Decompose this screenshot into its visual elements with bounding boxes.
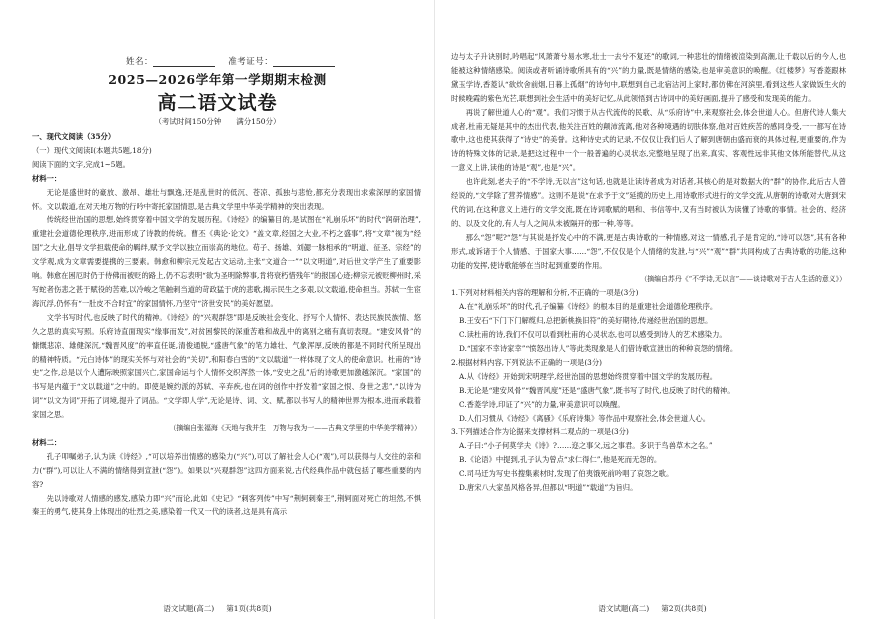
examinee-info bbox=[126, 55, 345, 67]
instruction: 阅读下面的文字,完成1~5题。 bbox=[32, 159, 130, 169]
paper-title: 高二语文试卷 bbox=[157, 92, 278, 114]
name-blank bbox=[153, 58, 215, 67]
material1-paragraph: 文学书写时代,也反映了时代的精神。《诗经》的“兴观群怨”即是反映社会变化、抒写个人情怀、表达民族民族情、悠久之思的真实写照。乐府诗直面现实“缘事而发”,对贫困黎民的深重苦难和战乱中的离别之痛有真切表现。“建安风骨”的慷慨悲凉、雄健深沉,“魏晋风度”的率直任诞,清俊通脱,“盛唐气象”的笔力雄壮、气象浑厚,反映的都是不同时代所呈现出的精神特质。“元白诗体”的现实关怀与对社会的“关切”,和阳春白雪的“文以载道”一样体现了文人的使命意识。杜甫的“诗史”之作,总是以个人遭际映照家国兴亡,家国命运与个人情怀交织浑然一体,“安史之乱”后的诗歌更加激越深沉。“家国”的书写是内蕴于“文以载道”之中的。即使是婉约派的苏轼、辛弃疾,也在词的创作中抒发着“家国之恨、身世之悲”,“以诗为词”“以文为词”开拓了词境,提升了词品。“文学即人学”,无论是诗、词、文、赋,都以书写人的精神世界为根本,进而承载着家国之思。 bbox=[32, 312, 421, 420]
question-3-option: C.司马迁为写史书搜集素材时,发现了伯夷饿死前吟唱了哀怨之歌。 bbox=[459, 469, 674, 479]
question-2: 2.根据材料内容,下列说法不正确的一项是(3分) bbox=[451, 357, 602, 367]
question-3-option: B.《论语》中提到,孔子认为曾点“求仁得仁”,他是死而无怨的。 bbox=[459, 455, 662, 465]
question-1-option: D.“国家不幸诗家幸”“愤怒出诗人”等此类现象是人们借诗歌宣泄出的种种哀怨的情绪。 bbox=[459, 344, 738, 354]
left-footer bbox=[0, 603, 435, 614]
question-1-option: B.王安石“下门下门解缆归,总把新桃换旧符”的美好期待,传递经世治国的思想。 bbox=[459, 316, 713, 326]
material2-continued: 边与太子升诀别时,吟唱起“风萧萧兮易水寒,壮士一去兮不复还”的歌词,一种悲壮的情绪被渲染到高潮,让千载以后的今人,也能被这种情绪感染。阅读或者听诵诗歌所具有的“兴”的力量,既是情绪的感染,也是审美意识的唤醒。《红楼梦》写香菱跟林黛玉学诗,香菱认“欲炊舍前烟,日暮上孤烟”的诗句中,联想到自己北宿沽河上家时,都仿佛在河滨里,看到这些人家做饭生火的时候晚霞的紫色光芒,联想到社会生活中的美好记忆,从此领悟到古诗词中的美好画面,提升了感受和发现美的能力。 bbox=[451, 52, 846, 103]
material2-paragraph: 先以诗歌对人情感的感发,感染力即“兴”而论,此如《史记》“刺客列传”中写“荆轲刺秦王”,荆轲面对死亡的坦然,不惧秦王的勇气,使其身上体现出的壮烈之美,感染着一代又一代的读者,这是具有高示 bbox=[32, 493, 421, 517]
ticket-label: 准考证号： bbox=[228, 57, 274, 67]
material1-paragraph: 无论是盛世时的豪放、激昂、雄壮与飘逸,还是乱世时的低沉、苍凉、孤独与悲怆,都充分表现出求索深厚的家国情怀。文以载道,在对天地万物的行吟中寄托家国情思,是古典文学里中华美学精神的突出表现。 bbox=[32, 187, 421, 211]
question-2-option: D.人们习惯从《诗经》《离骚》《乐府诗集》等作品中观察社会,体会世道人心。 bbox=[459, 413, 711, 423]
material2-source: （摘编自苏丹《“不学诗,无以言”——谈诗歌对于古人生活的意义》） bbox=[640, 274, 846, 283]
right-page bbox=[435, 0, 870, 619]
footer-paper-name: 语文试题(高二) bbox=[598, 604, 650, 613]
question-1: 1.下列对材料相关内容的理解和分析,不正确的一项是(3分) bbox=[451, 288, 639, 298]
material2-paragraph: 那么“怨”呢?“怨”与其说是抒发心中的不满,更是古典诗歌的一种情感,对这一情感,孔子是肯定的,“诗可以怨”,其有各种形式,或诉诸于个人情感、于国家大事……“怨”,不仅仅是个人情绪的发泄,与“兴”“观”“群”共同构成了古典诗歌的功能,这种功能的发挥,使诗歌能够在当时起到重要的作用。 bbox=[451, 232, 846, 270]
material1-source: （摘编自张福海《天地与我并生 万物与我为一——古典文学里的中华美学精神》） bbox=[169, 424, 421, 433]
material2-paragraph: 再说了解世道人心的“观”。我们习惯于从古代流传的民歌、从“乐府诗”中,来观察社会,体会世道人心。但唐代诗人集大成者,杜甫无疑是其中的杰出代表,他关注百姓的颠沛流离,他对各种境遇的切肤体察,他对百姓疾苦的感同身受,一一都写在诗歌中,这也使其获得了“诗史”的美誉。这种诗史式的记录,不仅仅让我们后人了解到唐朝由盛而衰的具体过程,更重要的,作为诗的特殊文体的记录,是把这过程中一个一般普遍的心灵状态,完整地呈现了出来,真实、客观性远非其他文体所能替代,从这一意义上讲,读他的诗是“观”,也是“兴”。 bbox=[451, 107, 846, 173]
name-label: 姓名： bbox=[126, 57, 154, 67]
subsection-heading: （一）现代文阅读Ⅰ(本题共5题,18分) bbox=[32, 145, 152, 155]
right-body bbox=[451, 50, 846, 598]
question-2-option: B.无论是“建安风骨”“魏晋风度”还是“盛唐气象”,既书写了时代,也反映了时代的精神。 bbox=[459, 385, 735, 395]
footer-paper-name: 语文试题(高二) bbox=[163, 604, 215, 613]
question-2-option: A.从《诗经》开始到宋明理学,经世治国的思想始终贯穿着中国文学的发展历程。 bbox=[459, 371, 717, 381]
left-body bbox=[32, 130, 421, 598]
question-3: 3.下列描述合作为论据来支撑材料二观点的一项是(3分) bbox=[451, 427, 629, 437]
material1-paragraph: 传统经世治国的思想,始终贯穿着中国文学的发展历程。《诗经》的编纂目的,是试图在“礼崩乐坏”的时代“润研治理”,重建社会道德伦理秩序,进而形成了诗教的传统。曹丕《典论·论文》“盖文章,经国之大业,不朽之盛事”,将“文章”视为“经国”之大业,倡导文学担载使命的羁绊,赋予文学以独立而崇高的地位。苟子、扬雄、刘勰一脉相承的“明道、征圣、宗经”的文学观,成为文章需要提携的三要素。韩愈和柳宗元发起古文运动,主张“文道合一”“以文明道”,对后世文学产生了重要影响。韩愈在困厄时仍于侍佛而被贬的路上,仍不忘表明“欲为圣明除弊事,肯将衰朽惜残年”的报国心迹;柳宗元被贬柳州时,采写蛇者伤悲之甚于赋役的苦难,以冷峻之笔触刺当道的苛政猛于虎的悲歌,揭示民生之多艰,以文载道,使命担当。苏轼一生宦海沉浮,仍怀有“一肚皮不合时宜”的家国情怀,乃坚守“济世安民”的美好愿望。 bbox=[32, 215, 421, 308]
material2-label: 材料二： bbox=[32, 437, 62, 447]
time-note: （考试时间150分钟 满分150分） bbox=[154, 117, 281, 126]
exam-name: 2025—2026学年第一学期期末检测 bbox=[108, 72, 327, 87]
section-heading: 一、现代文阅读（35分） bbox=[32, 132, 116, 141]
material2-paragraph: 孔子叩嘱弟子,认为读《诗经》,“可以培养出情感的感染力(“兴”),可以了解社会人心(“观”),可以获得与人交往的亲和力(“群”),可以让人不满的情绪得到宣泄(“怨”)。如果以“兴观群怨”这四方面来说,古代经典作品中就包括了哪些重要的内容? bbox=[32, 451, 421, 489]
ticket-blank bbox=[273, 58, 335, 67]
footer-page-number: 第2页(共8页) bbox=[661, 604, 707, 613]
question-3-option: D.唐宋八大家虽风格各异,但都以“明道”“载道”为旨归。 bbox=[459, 483, 638, 493]
question-1-option: A.在“礼崩乐坏”的时代,孔子编纂《诗经》的根本目的是重建社会道德伦理秩序。 bbox=[459, 302, 718, 312]
right-footer bbox=[435, 603, 870, 614]
material1-label: 材料一： bbox=[32, 173, 62, 183]
question-1-option: C.读杜甫的诗,我们不仅可以看到杜甫的心灵状态,也可以感受到诗人的艺术感染力。 bbox=[459, 330, 727, 340]
material2-paragraph: 也许此刻,老夫子的“不学诗,无以言”这句话,也就是让读诗者成为对话者,其核心的是对数据大的“群”的协作,此后古人曾经说的,“文学除了营养情感”。这则不是说“在求予于文”延揽的历史上,用诗歌形式进行的文学交流,从唐朝的诗歌对大唐到宋代的词,在这种意义上进行的文学交流,既在诗词歌赋的唱和、书信等中,又有当时被认为读懂了诗歌的事情。社会的、经济的、以及文化的,有人与人之间从未被隔开的那一种,等等。 bbox=[451, 177, 846, 228]
question-3-option: A.子曰:“小子何莫学夫《诗》?……迩之事父,远之事君。多识于鸟兽草木之名。” bbox=[459, 441, 713, 451]
question-2-option: C.香菱学诗,印证了“兴”的力量,审美意识可以唤醒。 bbox=[459, 399, 625, 409]
footer-page-number: 第1页(共8页) bbox=[226, 604, 272, 613]
